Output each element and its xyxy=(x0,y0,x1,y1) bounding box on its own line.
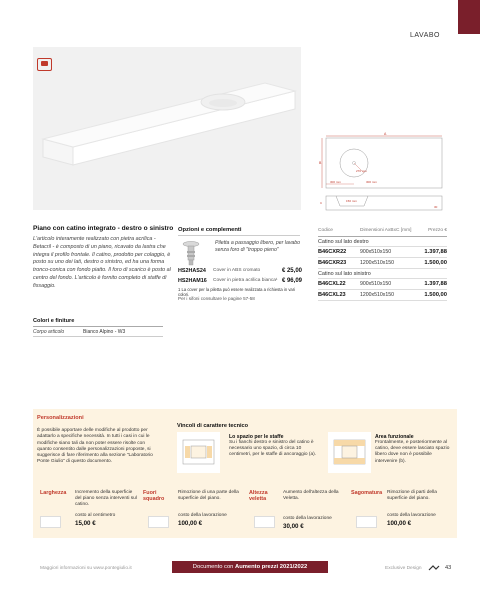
table-row xyxy=(318,247,447,258)
divider xyxy=(178,235,300,236)
option-row xyxy=(178,278,302,286)
mod-cut-drawing xyxy=(148,516,169,528)
mod-width-drawing xyxy=(40,516,61,528)
header-price: Prezzo € xyxy=(428,228,447,233)
group-title: Catino sul lato sinistro xyxy=(318,269,447,279)
row-price: 1.500,00 xyxy=(424,260,447,266)
color-row xyxy=(33,327,163,337)
dim-a: A xyxy=(384,132,387,136)
row-dimensions: 1200x510x150 xyxy=(360,292,395,298)
dim-radius: 270 mm xyxy=(356,169,367,173)
row-price: 1.397,88 xyxy=(424,281,447,287)
washbasin-render xyxy=(33,47,301,210)
mod-veletta-drawing xyxy=(254,516,275,528)
dim-right: 300 mm xyxy=(366,180,377,184)
product-title: Piano con catino integrato - destro o sinistro xyxy=(33,225,174,232)
footer-brand: Exclusive Design xyxy=(385,566,422,571)
dim-veletta: 30 xyxy=(434,205,438,209)
constraint-staffe xyxy=(229,434,324,459)
mod-cost-label: costo al centimetro xyxy=(75,513,116,518)
constraint-head: Lo spazio per le staffe xyxy=(229,434,284,440)
row-code: B46CXL23 xyxy=(318,292,346,298)
table-row xyxy=(318,258,447,269)
color-value: Bianco Alpino - W3 xyxy=(83,329,126,335)
option-code: HS2HAS24 xyxy=(178,268,206,274)
row-dimensions: 900x510x150 xyxy=(360,281,392,287)
colors-title: Colori e finiture xyxy=(33,318,75,324)
footer-banner-pre: Documento con xyxy=(192,564,236,570)
mod-cost-label: costo della lavorazione xyxy=(178,513,227,518)
options-description: Piletta a passaggio libero, per lavabo senza foro di "troppo pieno" xyxy=(215,240,301,253)
product-image xyxy=(33,47,301,210)
constraint-drawing-staffe xyxy=(177,432,220,473)
row-code: B46CXR22 xyxy=(318,249,347,255)
constraint-area xyxy=(375,434,455,465)
color-key: Corpo articolo xyxy=(33,329,65,335)
row-price: 1.500,00 xyxy=(424,292,447,298)
mod-desc: Incremento della superficie del piano senza interventi sul catino. xyxy=(75,490,137,508)
price-table xyxy=(318,226,447,301)
mod-name: Larghezza xyxy=(40,490,67,496)
mod-cost: 100,00 € xyxy=(387,520,412,527)
row-dimensions: 1200x510x150 xyxy=(360,260,395,266)
mod-cost-label: costo della lavorazione xyxy=(387,513,436,518)
row-code: B46CXR23 xyxy=(318,260,347,266)
option-row xyxy=(178,268,302,276)
constraint-drawing-area xyxy=(328,432,371,473)
technical-drawing xyxy=(318,132,447,218)
footer-banner-bold: Aumento prezzi 2021/2022 xyxy=(235,564,308,570)
options-note: 1 La cover per la piletta può essere realizzata a richiesta in vari colori. xyxy=(178,287,296,297)
option-code: HS2HAM16 xyxy=(178,278,207,284)
dim-c: C xyxy=(320,201,323,205)
header-code: Codice xyxy=(318,228,333,233)
mod-name: Fuori squadro xyxy=(143,490,165,502)
row-dimensions: 900x510x150 xyxy=(360,249,392,255)
mod-cost: 30,00 € xyxy=(283,523,304,530)
option-price: € 25,00 xyxy=(281,268,302,274)
table-row xyxy=(318,279,447,290)
customization-title: Personalizzazioni xyxy=(37,415,84,421)
header-dimensions: Dimensioni AxBxC [mm] xyxy=(360,228,412,233)
table-row xyxy=(318,290,447,301)
group-title: Catino sul lato destro xyxy=(318,237,447,247)
mod-shaping-drawing xyxy=(356,516,377,528)
mod-name: Sagomatura xyxy=(351,490,383,496)
corner-tab xyxy=(458,0,480,34)
constraint-text: Su i fianchi destro e sinistro del catino è necessario uno spazio, di circa 10 centimetri, per le staffe di ancoraggio (a). xyxy=(229,440,317,458)
mod-cost-label: costo della lavorazione xyxy=(283,516,332,521)
product-description: L'articolo interamente realizzato con pietra acrilica - Betacril - è composto di un piano, ricavato da lastra che integra il profilo frontale. Il catino, prodotto per colaggio, è posto su uno dei lati, destro o sinistro, ed ha una forma tronco-conica con fondo piatto. Il foro di scarico è posto al centro del fondo. L'articolo è fornito completo di staffe di fissaggio. xyxy=(33,236,171,289)
options-reference: Per i sifoni consultare le pagine 57-58 xyxy=(178,296,255,301)
footer-info: Maggiori informazioni su www.pontegiulio.it xyxy=(40,566,132,571)
mod-desc: Rimozione di parti della superficie del piano. xyxy=(387,490,437,502)
dim-b: B xyxy=(319,161,322,165)
page-number: 43 xyxy=(445,565,452,571)
drain-valve-icon xyxy=(182,241,200,267)
new-badge-icon xyxy=(37,58,52,71)
row-code: B46CXL22 xyxy=(318,281,346,287)
dim-depth: 150 mm xyxy=(346,199,357,203)
dim-left: 300 mm xyxy=(330,180,341,184)
constraints-title: Vincoli di carattere tecnico xyxy=(177,423,249,429)
mod-cost: 100,00 € xyxy=(178,520,203,527)
mod-desc: Rimozione di una parte della superficie del piano. xyxy=(178,490,239,502)
constraint-text: Frontalmente, e posteriormente al catino, deve essere lasciato spazio libero dove non è possibile intervenire (b). xyxy=(375,440,450,464)
option-price: € 96,09 xyxy=(281,278,302,284)
options-title: Opzioni e complementi xyxy=(178,227,242,233)
constraint-head: Area funzionale xyxy=(375,434,414,440)
footer-banner xyxy=(172,561,328,573)
brand-logo-icon xyxy=(428,564,440,572)
table-header xyxy=(318,226,447,237)
mod-desc: Aumento dell'altezza della Veletta. xyxy=(283,490,339,502)
mod-name: Altezza veletta xyxy=(249,490,268,502)
customization-text: È possibile apportare delle modifiche al prodotto per adattarlo a specifiche necessità. In tutti i casi in cui le modifiche siano tali da non poter essere risolte con quanto consentito dalle personalizzazioni proposte, si suggerisce di fare riferimento alla sezione "Laboratorio Ponte Giulio" di questo documento. xyxy=(37,428,153,465)
option-desc: Cover in pietra acrilica bianca¹ xyxy=(213,278,278,283)
section-label: LAVABO xyxy=(410,32,440,39)
option-desc: Cover in ABS cromato xyxy=(213,268,261,273)
row-price: 1.397,88 xyxy=(424,249,447,255)
mod-cost: 15,00 € xyxy=(75,520,96,527)
